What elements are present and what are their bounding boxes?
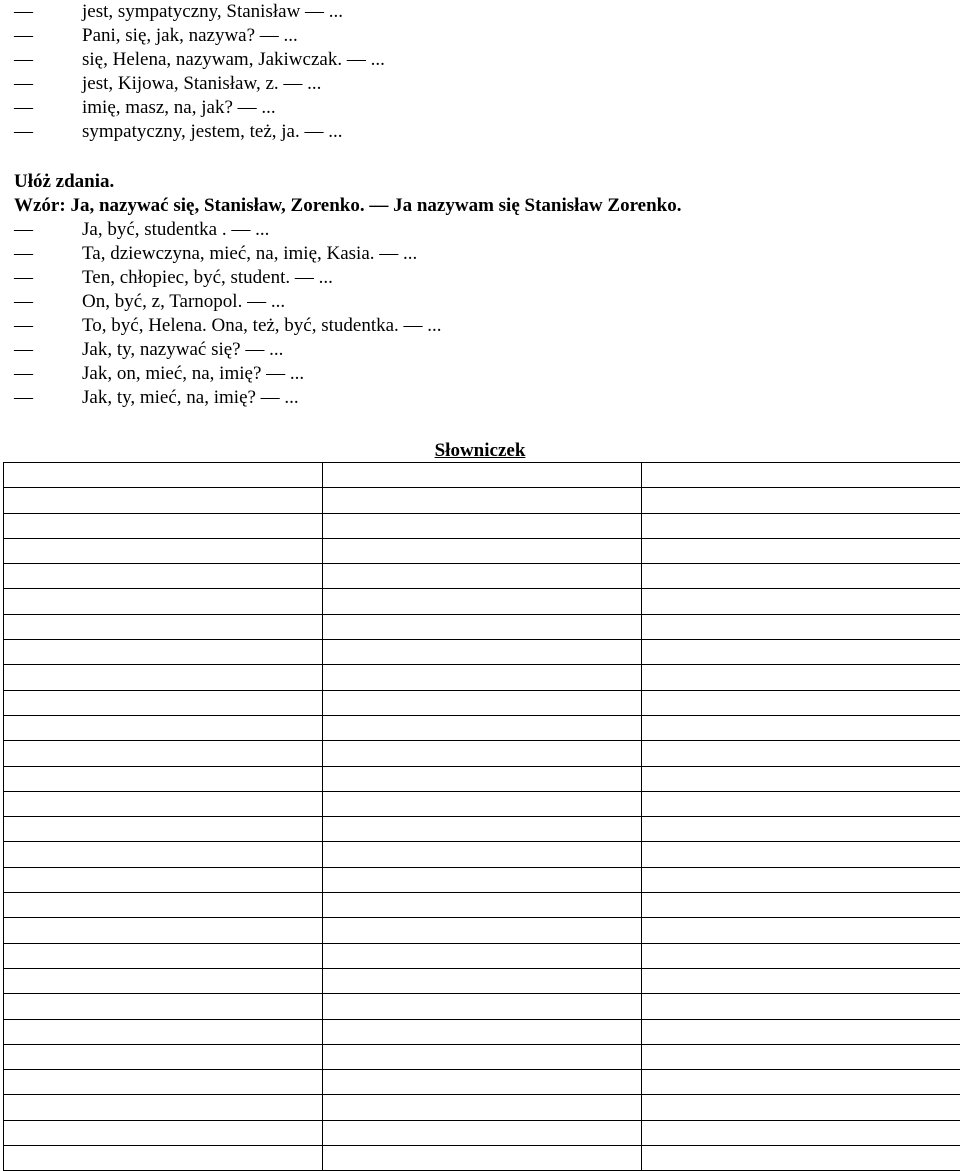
vocab-cell: [4, 715, 323, 740]
vocab-row: [4, 1095, 960, 1120]
vocab-cell: [642, 893, 960, 918]
vocab-cell: [323, 943, 642, 968]
line-text: jest, sympatyczny, Stanisław — ...: [82, 1, 343, 22]
vocab-cell: [4, 640, 323, 665]
dash-marker: —: [14, 120, 82, 144]
vocab-cell: [642, 1146, 960, 1171]
vocab-cell: [642, 589, 960, 614]
exercise-line: [14, 386, 299, 410]
vocab-cell: [642, 463, 960, 488]
vocab-cell: [323, 766, 642, 791]
line-text: Ten, chłopiec, być, student. — ...: [82, 267, 333, 288]
dash-marker: —: [14, 290, 82, 314]
vocab-cell: [323, 1095, 642, 1120]
vocab-cell: [642, 1120, 960, 1145]
vocab-row: [4, 867, 960, 892]
vocab-cell: [642, 943, 960, 968]
vocab-cell: [323, 640, 642, 665]
vocab-row: [4, 1146, 960, 1171]
dash-marker: —: [14, 218, 82, 242]
dash-marker: —: [14, 48, 82, 72]
vocab-cell: [642, 690, 960, 715]
dash-marker: —: [14, 0, 82, 24]
vocab-row: [4, 842, 960, 867]
vocab-row: [4, 791, 960, 816]
exercise-line: [14, 120, 342, 144]
vocab-cell: [4, 867, 323, 892]
vocab-row: [4, 1019, 960, 1044]
vocab-cell: [323, 1070, 642, 1095]
vocab-cell: [642, 715, 960, 740]
vocab-cell: [323, 893, 642, 918]
vocab-cell: [4, 943, 323, 968]
vocab-cell: [642, 538, 960, 563]
exercise-example: Wzór: Ja, nazywać się, Stanisław, Zorenko. — Ja nazywam się Stanisław Zorenko.: [14, 194, 682, 218]
vocab-cell: [323, 994, 642, 1019]
exercise-line: [14, 242, 417, 266]
dash-marker: —: [14, 72, 82, 96]
vocab-cell: [323, 1120, 642, 1145]
vocab-cell: [323, 867, 642, 892]
vocab-cell: [4, 842, 323, 867]
vocab-cell: [642, 741, 960, 766]
vocab-cell: [4, 1019, 323, 1044]
vocab-cell: [323, 791, 642, 816]
vocab-row: [4, 640, 960, 665]
dash-marker: —: [14, 242, 82, 266]
vocab-cell: [642, 968, 960, 993]
vocab-row: [4, 1120, 960, 1145]
exercise-line: [14, 0, 343, 24]
vocab-cell: [642, 614, 960, 639]
vocab-row: [4, 1044, 960, 1069]
vocab-cell: [642, 918, 960, 943]
vocab-cell: [642, 488, 960, 513]
vocab-cell: [323, 842, 642, 867]
vocab-cell: [4, 766, 323, 791]
vocab-row: [4, 918, 960, 943]
vocab-cell: [323, 690, 642, 715]
exercise-line: [14, 218, 269, 242]
vocab-cell: [4, 538, 323, 563]
exercise-line: [14, 362, 304, 386]
vocab-cell: [642, 791, 960, 816]
exercise-line: [14, 48, 385, 72]
line-text: Ta, dziewczyna, mieć, na, imię, Kasia. — ...: [82, 243, 417, 264]
exercise-line: [14, 72, 321, 96]
line-text: Jak, on, mieć, na, imię? — ...: [82, 363, 304, 384]
vocab-table: [3, 462, 960, 1171]
vocab-row: [4, 665, 960, 690]
vocab-row: [4, 690, 960, 715]
vocab-row: [4, 994, 960, 1019]
vocab-cell: [4, 817, 323, 842]
vocab-cell: [4, 488, 323, 513]
vocab-cell: [4, 741, 323, 766]
vocab-row: [4, 463, 960, 488]
exercise-heading: Ułóż zdania.: [14, 170, 114, 194]
vocab-cell: [642, 1019, 960, 1044]
vocab-cell: [323, 665, 642, 690]
exercise-line: [14, 24, 298, 48]
line-text: Ja, być, studentka . — ...: [82, 219, 269, 240]
vocab-cell: [323, 463, 642, 488]
vocab-cell: [323, 589, 642, 614]
vocab-row: [4, 766, 960, 791]
vocab-cell: [323, 918, 642, 943]
vocab-row: [4, 968, 960, 993]
exercise-line: [14, 338, 283, 362]
vocab-cell: [323, 741, 642, 766]
dash-marker: —: [14, 362, 82, 386]
line-text: Pani, się, jak, nazywa? — ...: [82, 25, 298, 46]
line-text: sympatyczny, jestem, też, ja. — ...: [82, 121, 342, 142]
vocab-row: [4, 564, 960, 589]
vocab-cell: [642, 564, 960, 589]
vocab-row: [4, 817, 960, 842]
vocab-cell: [4, 1044, 323, 1069]
vocab-row: [4, 614, 960, 639]
vocab-cell: [642, 766, 960, 791]
vocab-cell: [642, 640, 960, 665]
dash-marker: —: [14, 24, 82, 48]
vocab-cell: [642, 513, 960, 538]
vocab-cell: [4, 893, 323, 918]
exercise-line: [14, 266, 333, 290]
dash-marker: —: [14, 338, 82, 362]
vocab-cell: [642, 1095, 960, 1120]
vocab-cell: [323, 488, 642, 513]
line-text: imię, masz, na, jak? — ...: [82, 97, 276, 118]
vocab-cell: [4, 665, 323, 690]
vocab-cell: [323, 817, 642, 842]
vocab-cell: [4, 564, 323, 589]
dash-marker: —: [14, 96, 82, 120]
vocab-cell: [4, 918, 323, 943]
vocab-row: [4, 488, 960, 513]
line-text: On, być, z, Tarnopol. — ...: [82, 291, 285, 312]
vocab-cell: [323, 538, 642, 563]
vocab-cell: [4, 589, 323, 614]
vocab-cell: [4, 994, 323, 1019]
vocab-cell: [323, 968, 642, 993]
vocab-cell: [323, 1019, 642, 1044]
vocab-cell: [642, 817, 960, 842]
vocab-cell: [4, 1070, 323, 1095]
exercise-line: [14, 96, 276, 120]
vocab-cell: [323, 1044, 642, 1069]
vocab-cell: [642, 867, 960, 892]
vocab-row: [4, 538, 960, 563]
vocab-row: [4, 589, 960, 614]
vocab-table-body: [4, 463, 960, 1171]
vocab-row: [4, 715, 960, 740]
vocab-cell: [642, 842, 960, 867]
vocab-cell: [642, 994, 960, 1019]
line-text: Jak, ty, nazywać się? — ...: [82, 339, 283, 360]
vocab-cell: [323, 513, 642, 538]
line-text: jest, Kijowa, Stanisław, z. — ...: [82, 73, 321, 94]
line-text: To, być, Helena. Ona, też, być, studentka. — ...: [82, 315, 442, 336]
vocab-row: [4, 893, 960, 918]
vocab-cell: [4, 968, 323, 993]
vocab-row: [4, 741, 960, 766]
vocab-cell: [4, 614, 323, 639]
vocab-title: Słowniczek: [0, 439, 960, 463]
vocab-cell: [642, 1070, 960, 1095]
vocab-cell: [642, 1044, 960, 1069]
line-text: Jak, ty, mieć, na, imię? — ...: [82, 387, 299, 408]
exercise-line: [14, 314, 442, 338]
vocab-cell: [4, 1146, 323, 1171]
vocab-cell: [4, 1120, 323, 1145]
vocab-row: [4, 943, 960, 968]
vocab-cell: [642, 665, 960, 690]
exercise-line: [14, 290, 285, 314]
vocab-cell: [4, 690, 323, 715]
vocab-cell: [4, 791, 323, 816]
vocab-row: [4, 513, 960, 538]
vocab-cell: [4, 513, 323, 538]
vocab-cell: [323, 614, 642, 639]
vocab-cell: [323, 715, 642, 740]
vocab-cell: [323, 1146, 642, 1171]
vocab-row: [4, 1070, 960, 1095]
dash-marker: —: [14, 266, 82, 290]
dash-marker: —: [14, 314, 82, 338]
vocab-cell: [4, 463, 323, 488]
line-text: się, Helena, nazywam, Jakiwczak. — ...: [82, 49, 385, 70]
vocab-cell: [323, 564, 642, 589]
vocab-cell: [4, 1095, 323, 1120]
dash-marker: —: [14, 386, 82, 410]
